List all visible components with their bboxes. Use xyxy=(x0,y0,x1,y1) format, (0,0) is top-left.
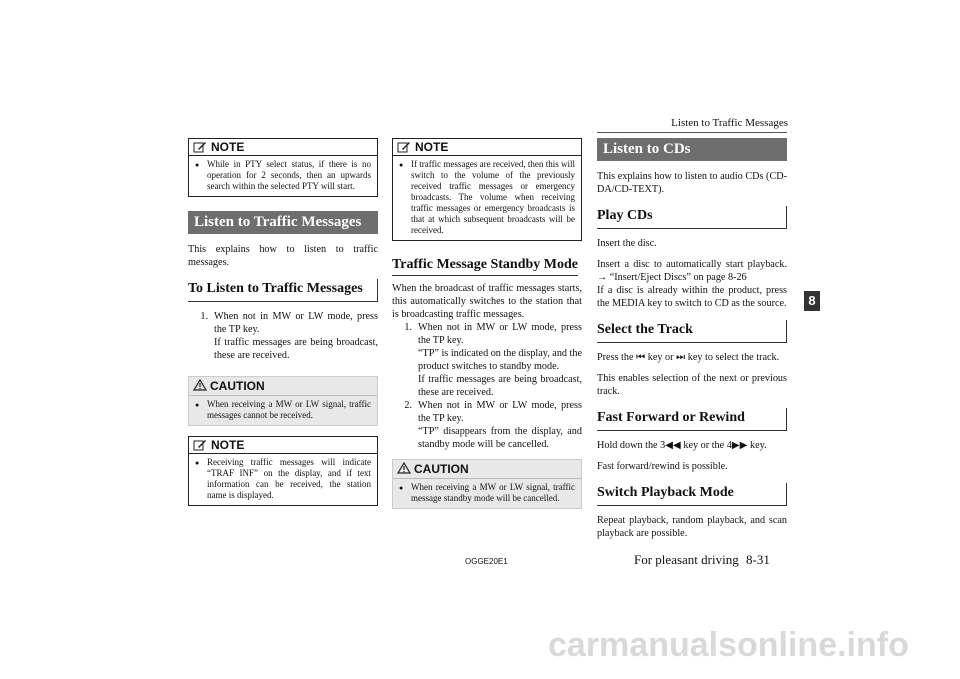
page-number: 8-31 xyxy=(746,552,770,567)
caution-header: CAUTION xyxy=(393,460,581,479)
column-1 xyxy=(188,138,378,516)
section-heading: Listen to CDs xyxy=(597,138,787,161)
section-heading: Traffic Message Standby Mode xyxy=(392,255,578,276)
caution-bullet: ● When receiving a MW or LW signal, traffic message standby mode will be cancelled. xyxy=(399,482,575,503)
step-item: 1. When not in MW or LW mode, press the TP key. If traffic messages are being broadcast, these are received. xyxy=(200,311,378,361)
next-track-icon: ⏭ xyxy=(676,352,686,363)
running-head-rule xyxy=(597,132,787,133)
note-header: NOTE xyxy=(189,437,377,454)
caution-header: CAUTION xyxy=(189,377,377,396)
caution-box xyxy=(392,459,582,509)
note-pencil-icon xyxy=(193,141,207,153)
note-label: NOTE xyxy=(211,140,245,154)
bullet-icon: ● xyxy=(195,161,200,169)
caution-bullet: ● When receiving a MW or LW signal, traffic messages cannot be received. xyxy=(195,399,371,420)
note-box xyxy=(188,436,378,506)
note-header: NOTE xyxy=(393,139,581,156)
intro-text: This explains how to listen to traffic messages. xyxy=(188,244,378,268)
note-box xyxy=(392,138,582,241)
note-pencil-icon xyxy=(397,141,411,153)
intro-text: When the broadcast of traffic messages starts, this automatically switches to the station that is broadcasting traffic messages. xyxy=(392,283,582,320)
caution-box xyxy=(188,376,378,426)
footer-section: For pleasant driving xyxy=(634,552,739,567)
footer-code: OGGE20E1 xyxy=(465,557,508,566)
chapter-tab[interactable]: 8 xyxy=(804,291,820,311)
bullet-icon: ● xyxy=(195,401,200,409)
note-bullet: ● Receiving traffic messages will indicate “TRAF INF” on the display, and if text information can be received, the station name is displayed. xyxy=(195,457,371,500)
note-bullet: ● If traffic messages are received, then this will switch to the volume of the previously received traffic messages or emergency broadcasts. The volume when receiving traffic messages or emergency broadcasts is that at which subsequent broadcasts will be received. xyxy=(399,159,575,235)
note-header xyxy=(189,139,377,156)
bullet-icon: ● xyxy=(399,161,404,169)
warning-triangle-icon xyxy=(193,379,207,394)
section-heading: Listen to Traffic Messages xyxy=(188,211,378,234)
intro-text: This explains how to listen to audio CDs (CD-DA/CD-TEXT). xyxy=(597,171,787,195)
running-head: Listen to Traffic Messages xyxy=(671,117,788,129)
fast-forward-icon: ▶▶ xyxy=(731,440,748,451)
subheading-play-cds: Play CDs xyxy=(597,206,787,229)
step-item: 2. When not in MW or LW mode, press the TP key. “TP” disappears from the display, and standby mode will be cancelled. xyxy=(404,400,582,450)
note-bullet: ● While in PTY select status, if there is no operation for 2 seconds, then an upwards search within the selected PTY will start. xyxy=(195,159,371,191)
subheading: To Listen to Traffic Messages xyxy=(188,279,378,302)
subheading-playback-mode: Switch Playback Mode xyxy=(597,483,787,506)
watermark: carmanualsonline.info xyxy=(548,626,909,664)
column-2 xyxy=(392,138,582,519)
warning-triangle-icon xyxy=(397,462,411,477)
column-3: Listen to CDs This explains how to listen to audio CDs (CD-DA/CD-TEXT). Play CDs Insert the disc. Insert a disc to automatically start playback. → “Insert/Eject Discs” on page 8-26 If a disc is already within the product, press the MEDIA key to switch to CD as the source. Select the Track Press the ⏮ key or ⏭ key to select the track. This enables selection of the next or previous track. Fast Forward or Rewind Hold down the 3◀◀ key or the 4▶▶ key. Fast forward/rewind is possible. Switch Playback Mode Repeat playback, random playback, and scan playback are possible. xyxy=(597,138,787,540)
subheading-select-track: Select the Track xyxy=(597,320,787,343)
subheading-fast-forward: Fast Forward or Rewind xyxy=(597,408,787,431)
previous-track-icon: ⏮ xyxy=(636,352,646,363)
bullet-icon: ● xyxy=(195,459,200,467)
note-box xyxy=(188,138,378,197)
rewind-icon: ◀◀ xyxy=(665,440,681,451)
bullet-icon: ● xyxy=(399,484,404,492)
step-item: 1. When not in MW or LW mode, press the TP key. “TP” is indicated on the display, and the product switches to standby mode. If traffic messages are being broadcast, these are received. xyxy=(404,322,582,398)
note-pencil-icon xyxy=(193,439,207,451)
